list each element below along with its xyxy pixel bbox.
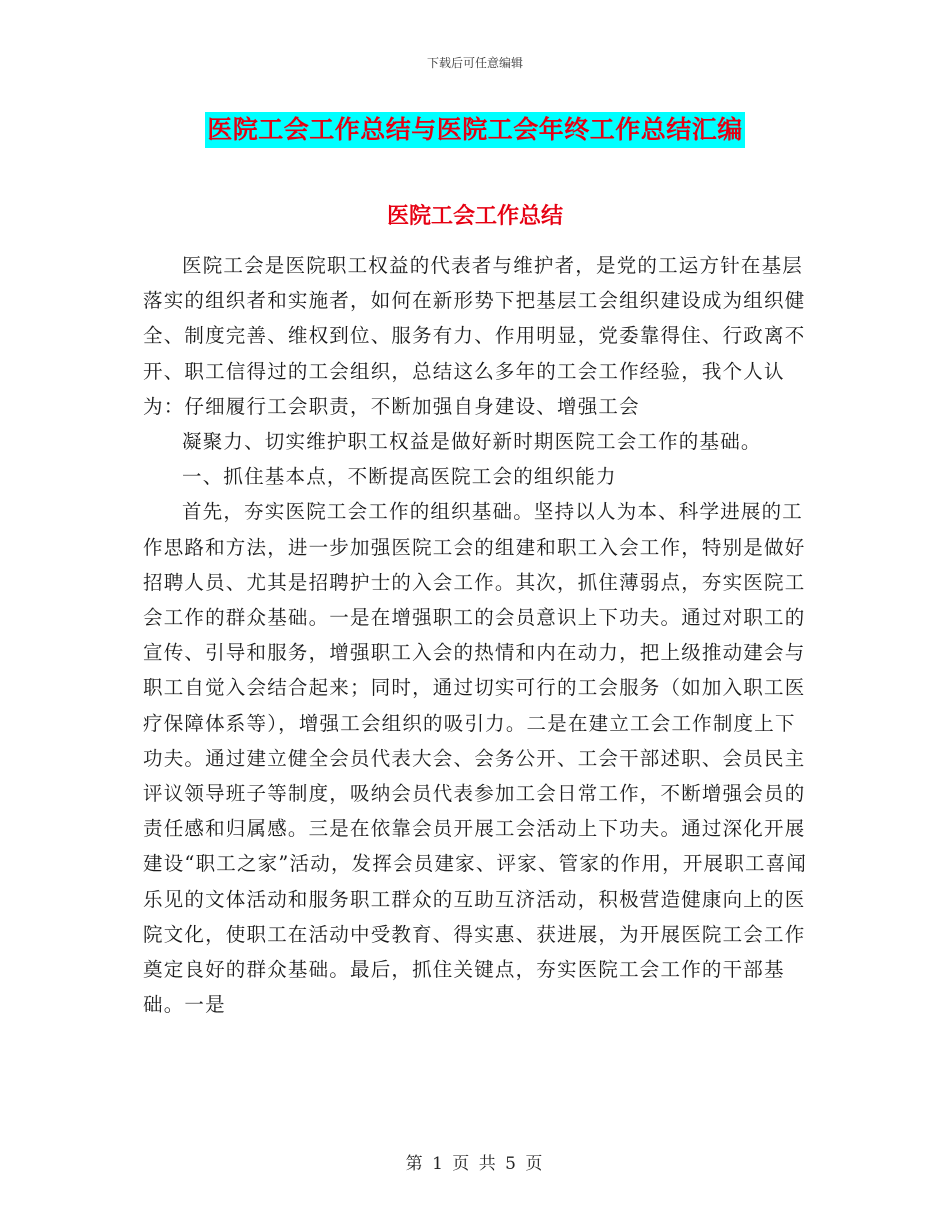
- document-body: [143, 248, 808, 1022]
- paragraph: 凝聚力、切实维护职工权益是做好新时期医院工会工作的基础。: [182, 430, 762, 454]
- paragraph: 一、抓住基本点，不断提高医院工会的组织能力: [182, 465, 617, 489]
- main-title-wrap: [0, 112, 950, 148]
- section-title: 医院工会工作总结: [386, 204, 563, 229]
- paragraph: 医院工会是医院职工权益的代表者与维护者，是党的工运方针在基层落实的组织者和实施者，如何在新形势下把基层工会组织建设成为组织健全、制度完善、维权到位、服务有力、作用明显，党委靠得住、行政离不开、职工信得过的工会组织，总结这么多年的工会工作经验，我个人认为：仔细履行工会职责，不断加强自身建设、增强工会: [143, 254, 806, 418]
- document-title: 医院工会工作总结与医院工会年终工作总结汇编: [205, 112, 745, 148]
- paragraph: 首先，夯实医院工会工作的组织基础。坚持以人为本、科学进展的工作思路和方法，进一步加强医院工会的组建和职工入会工作，特别是做好招聘人员、尤其是招聘护士的入会工作。其次，抓住薄弱点，夯实医院工会工作的群众基础。一是在增强职工的会员意识上下功夫。通过对职工的宣传、引导和服务，增强职工入会的热情和内在动力，把上级推动建会与职工自觉入会结合起来；同时，通过切实可行的工会服务（如加入职工医疗保障体系等），增强工会组织的吸引力。二是在建立工会工作制度上下功夫。通过建立健全会员代表大会、会务公开、工会干部述职、会员民主评议领导班子等制度，吸纳会员代表参加工会日常工作，不断增强会员的责任感和归属感。三是在依靠会员开展工会活动上下功夫。通过深化开展建设“职工之家”活动，发挥会员建家、评家、管家的作用，开展职工喜闻乐见的文体活动和服务职工群众的互助互济活动，积极营造健康向上的医院文化，使职工在活动中受教育、得实惠、获进展，为开展医院工会工作奠定良好的群众基础。最后，抓住关键点，夯实医院工会工作的干部基础。一是: [143, 500, 808, 1017]
- header-note: 下载后可任意编辑: [426, 56, 523, 70]
- page-number-footer: 第 1 页 共 5 页: [405, 1154, 545, 1174]
